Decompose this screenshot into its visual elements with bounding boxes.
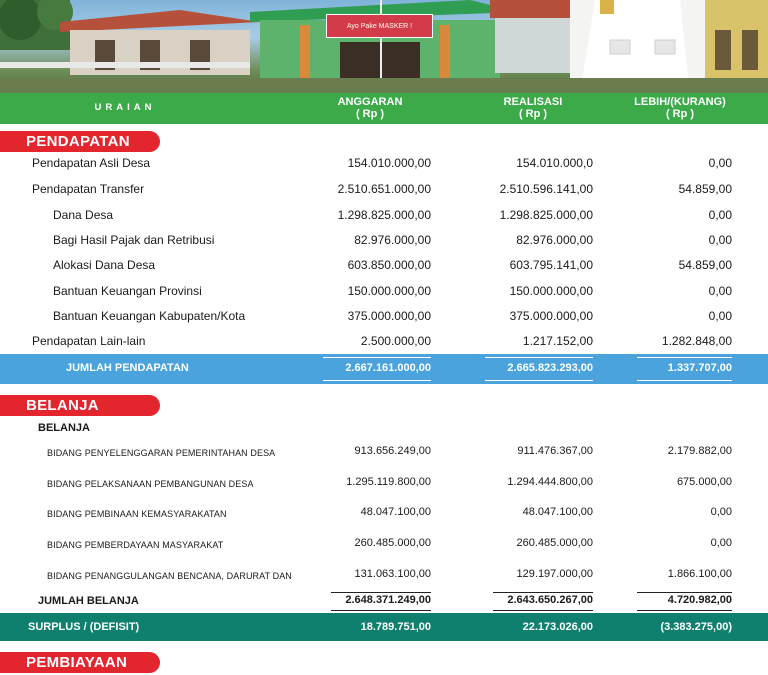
row-realisasi: 603.795.141,00 — [509, 258, 593, 272]
row-lebih: 0,00 — [710, 537, 732, 549]
row-realisasi: 129.197.000,00 — [516, 568, 593, 580]
row-anggaran: 1.295.119.800,00 — [346, 476, 431, 488]
section-pendapatan: PENDAPATAN — [0, 131, 160, 152]
belanja-subtitle-row — [0, 419, 768, 441]
row-lebih: 0,00 — [708, 309, 732, 323]
total-belanja-row — [0, 589, 768, 613]
row-lebih: 2.179.882,00 — [667, 445, 732, 457]
total-pendapatan-row — [0, 354, 768, 384]
table-row — [0, 255, 768, 277]
row-anggaran: 48.047.100,00 — [360, 506, 431, 518]
table-row — [0, 473, 768, 495]
row-lebih: 0,00 — [708, 284, 732, 298]
mask-sign: Ayo Pake MASKER ! — [326, 14, 433, 38]
row-lebih: 0,00 — [708, 156, 732, 170]
table-row — [0, 179, 768, 201]
row-realisasi: 1.294.444.800,00 — [507, 476, 593, 488]
surplus-lebih: (3.383.275,00) — [660, 621, 732, 633]
row-lebih: 0,00 — [708, 233, 732, 247]
surplus-row — [0, 613, 768, 641]
row-anggaran: 82.976.000,00 — [354, 233, 431, 247]
row-anggaran: 2.500.000,00 — [360, 334, 431, 348]
row-label: Pendapatan Lain-lain — [32, 334, 146, 348]
total-label: JUMLAH PENDAPATAN — [66, 362, 189, 374]
table-row — [0, 565, 768, 587]
row-label: BIDANG PENANGGULANGAN BENCANA, DARURAT DAN — [47, 571, 292, 581]
total-lebih: 4.720.982,00 — [667, 594, 732, 606]
table-row — [0, 534, 768, 556]
col-anggaran — [320, 96, 420, 120]
total-lebih: 1.337.707,00 — [667, 362, 732, 374]
row-label: Bantuan Keuangan Kabupaten/Kota — [53, 309, 246, 323]
total-anggaran: 2.648.371.249,00 — [345, 594, 431, 606]
row-anggaran: 150.000.000,00 — [347, 284, 431, 298]
total-realisasi: 2.643.650.267,00 — [507, 594, 593, 606]
row-realisasi: 82.976.000,00 — [516, 233, 593, 247]
col-realisasi-unit: ( Rp ) — [518, 108, 548, 120]
row-realisasi: 1.298.825.000,00 — [499, 208, 593, 222]
row-anggaran: 154.010.000,00 — [347, 156, 431, 170]
row-label: BIDANG PELAKSANAAN PEMBANGUNAN DESA — [47, 479, 254, 489]
row-anggaran: 375.000.000,00 — [347, 309, 431, 323]
total-realisasi: 2.665.823.293,00 — [507, 362, 593, 374]
row-lebih: 54.859,00 — [678, 258, 732, 272]
row-lebih: 54.859,00 — [678, 182, 732, 196]
row-label: BIDANG PEMBERDAYAAN MASYARAKAT — [47, 540, 224, 550]
row-anggaran: 131.063.100,00 — [354, 568, 431, 580]
row-lebih: 0,00 — [708, 208, 732, 222]
row-label: Dana Desa — [53, 208, 114, 222]
row-lebih: 0,00 — [710, 506, 732, 518]
surplus-anggaran: 18.789.751,00 — [360, 621, 431, 633]
table-row — [0, 331, 768, 353]
surplus-label: SURPLUS / (DEFISIT) — [28, 621, 140, 633]
section-pembiayaan: PEMBIAYAAN — [0, 652, 160, 673]
row-label: Pendapatan Asli Desa — [32, 156, 151, 170]
column-header — [0, 93, 768, 124]
header-photo — [0, 0, 768, 93]
table-row — [0, 442, 768, 464]
col-anggaran-label: ANGGARAN — [337, 96, 403, 108]
belanja-subtitle: BELANJA — [38, 422, 90, 434]
row-realisasi: 2.510.596.141,00 — [499, 182, 593, 196]
table-row — [0, 153, 768, 175]
total-anggaran: 2.667.161.000,00 — [345, 362, 431, 374]
col-uraian: URAIAN — [94, 102, 156, 113]
row-anggaran: 913.656.249,00 — [354, 445, 431, 457]
row-realisasi: 150.000.000,00 — [509, 284, 593, 298]
surplus-realisasi: 22.173.026,00 — [522, 621, 593, 633]
row-lebih: 1.866.100,00 — [667, 568, 732, 580]
row-label: Bagi Hasil Pajak dan Retribusi — [53, 233, 215, 247]
table-row — [0, 306, 768, 328]
row-realisasi: 154.010.000,0 — [516, 156, 593, 170]
table-row — [0, 205, 768, 227]
col-anggaran-unit: ( Rp ) — [355, 108, 385, 120]
col-lebih — [620, 96, 740, 120]
row-label: Pendapatan Transfer — [32, 182, 145, 196]
row-label: Bantuan Keuangan Provinsi — [53, 284, 202, 298]
row-realisasi: 375.000.000,00 — [509, 309, 593, 323]
row-realisasi: 260.485.000,00 — [516, 537, 593, 549]
row-label: Alokasi Dana Desa — [53, 258, 156, 272]
row-realisasi: 1.217.152,00 — [522, 334, 593, 348]
row-realisasi: 911.476.367,00 — [517, 445, 593, 457]
col-realisasi-label: REALISASI — [503, 96, 563, 108]
row-anggaran: 260.485.000,00 — [354, 537, 431, 549]
row-anggaran: 2.510.651.000,00 — [337, 182, 431, 196]
row-anggaran: 1.298.825.000,00 — [337, 208, 431, 222]
row-lebih: 1.282.848,00 — [661, 334, 732, 348]
total-label: JUMLAH BELANJA — [38, 595, 139, 607]
table-row — [0, 230, 768, 252]
row-anggaran: 603.850.000,00 — [347, 258, 431, 272]
section-belanja: BELANJA — [0, 395, 160, 416]
col-lebih-unit: ( Rp ) — [665, 108, 695, 120]
row-lebih: 675.000,00 — [676, 476, 732, 488]
table-row — [0, 281, 768, 303]
table-row — [0, 503, 768, 525]
row-label: BIDANG PENYELENGGARAN PEMERINTAHAN DESA — [47, 448, 276, 458]
col-lebih-label: LEBIH/(KURANG) — [634, 96, 726, 108]
row-realisasi: 48.047.100,00 — [522, 506, 593, 518]
row-label: BIDANG PEMBINAAN KEMASYARAKATAN — [47, 509, 227, 519]
col-realisasi — [478, 96, 588, 120]
